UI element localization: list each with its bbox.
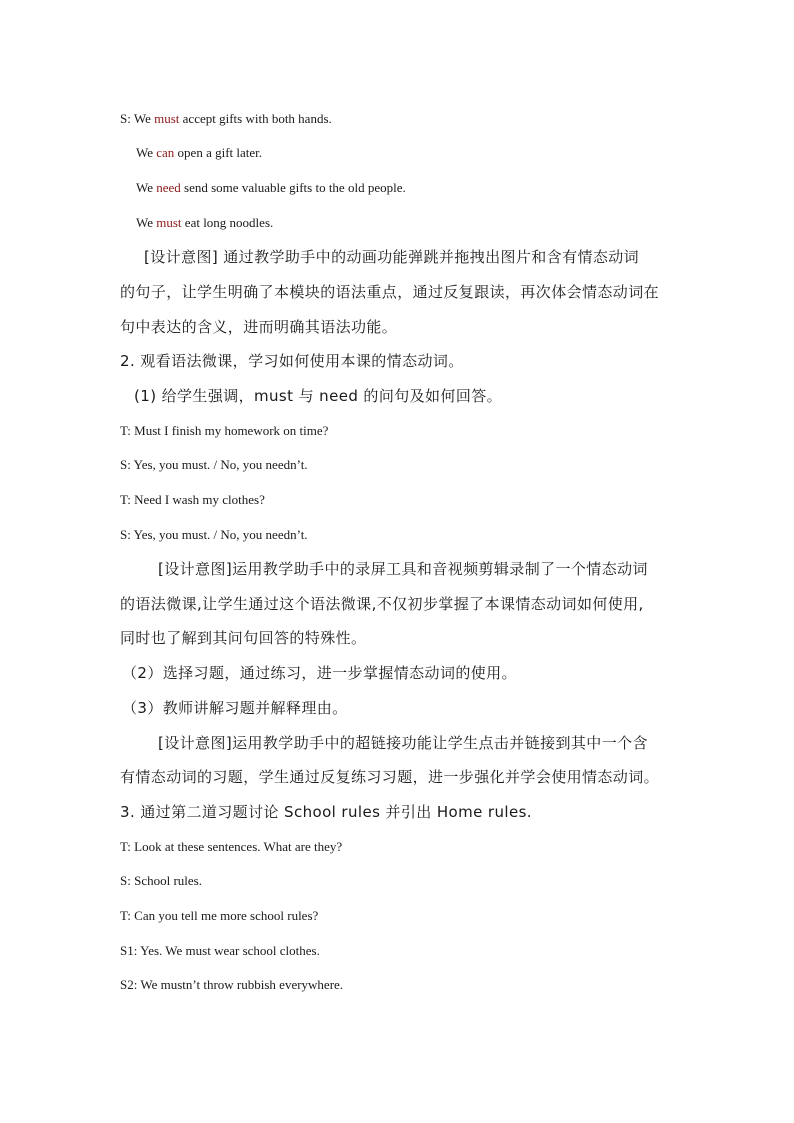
modal-verb-highlight: must <box>154 111 180 126</box>
modal-verb-highlight: need <box>156 180 181 195</box>
sub-step: （3）教师讲解习题并解释理由。 <box>122 699 348 717</box>
design-intent-paragraph: 的句子，让学生明确了本模块的语法重点，通过反复跟读，再次体会情态动词在 <box>120 283 660 301</box>
dialog-text: We <box>136 180 157 195</box>
dialog-text: S: We <box>120 111 155 126</box>
step-heading: 2. 观看语法微课，学习如何使用本课的情态动词。 <box>120 352 464 370</box>
dialog-line <box>120 109 332 129</box>
dialog-line: T: Must I finish my homework on time? <box>120 423 329 438</box>
dialog-line: S: Yes, you must. / No, you needn’t. <box>120 527 308 542</box>
dialog-line <box>136 178 406 198</box>
design-intent-paragraph: [设计意图] 通过教学助手中的动画功能弹跳并拖拽出图片和含有情态动词 <box>144 248 640 266</box>
dialog-line: T: Can you tell me more school rules? <box>120 908 319 923</box>
step-heading: 3. 通过第二道习题讨论 School rules 并引出 Home rules. <box>120 803 532 821</box>
dialog-line: S: Yes, you must. / No, you needn’t. <box>120 457 308 472</box>
design-intent-paragraph: 的语法微课,让学生通过这个语法微课,不仅初步掌握了本课情态动词如何使用, <box>120 595 644 613</box>
dialog-text: We <box>136 145 157 160</box>
dialog-line: T: Need I wash my clothes? <box>120 492 265 507</box>
dialog-text: send some valuable gifts to the old people. <box>180 180 406 195</box>
dialog-line: S: School rules. <box>120 873 202 888</box>
dialog-line: S2: We mustn’t throw rubbish everywhere. <box>120 977 344 992</box>
modal-verb-highlight: can <box>156 145 175 160</box>
sub-step: (1) 给学生强调，must 与 need 的问句及如何回答。 <box>134 387 503 405</box>
design-intent-paragraph: 句中表达的含义，进而明确其语法功能。 <box>120 318 398 336</box>
design-intent-paragraph: [设计意图]运用教学助手中的录屏工具和音视频剪辑录制了一个情态动词 <box>158 560 648 578</box>
design-intent-paragraph: 同时也了解到其问句回答的特殊性。 <box>120 629 367 647</box>
dialog-line <box>136 213 273 233</box>
dialog-line <box>136 143 262 163</box>
design-intent-paragraph: 有情态动词的习题，学生通过反复练习习题，进一步强化并学会使用情态动词。 <box>120 768 660 786</box>
design-intent-paragraph: [设计意图]运用教学助手中的超链接功能让学生点击并链接到其中一个含 <box>158 734 648 752</box>
dialog-text: open a gift later. <box>174 145 263 160</box>
sub-step: （2）选择习题，通过练习，进一步掌握情态动词的使用。 <box>122 664 517 682</box>
dialog-text: accept gifts with both hands. <box>179 111 332 126</box>
dialog-text: We <box>136 215 157 230</box>
dialog-line: T: Look at these sentences. What are they? <box>120 839 343 854</box>
modal-verb-highlight: must <box>156 215 182 230</box>
dialog-line: S1: Yes. We must wear school clothes. <box>120 943 320 958</box>
dialog-text: eat long noodles. <box>181 215 274 230</box>
